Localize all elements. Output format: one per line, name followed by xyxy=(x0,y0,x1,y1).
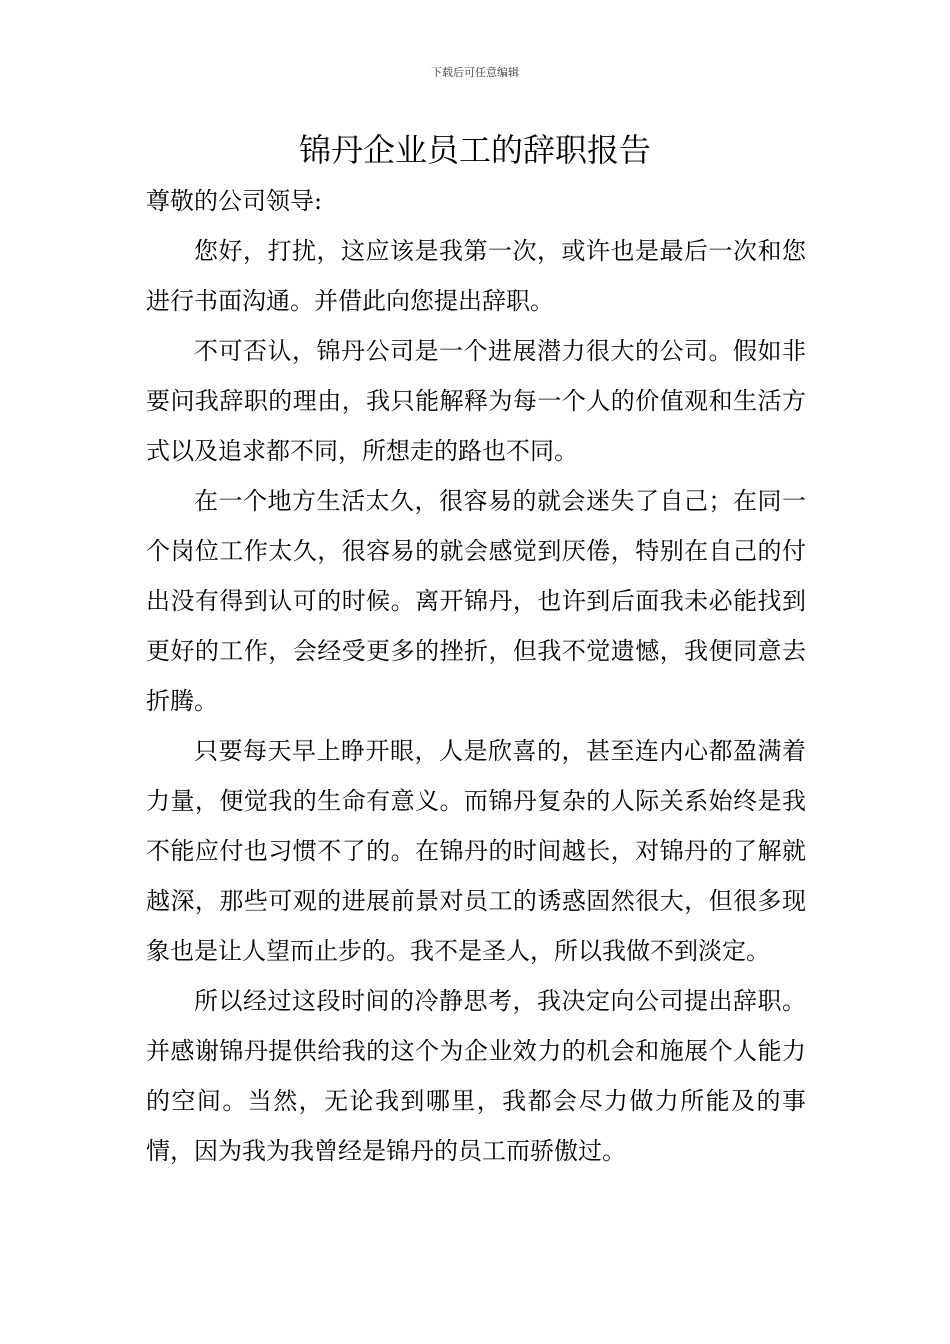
document-title: 锦丹企业员工的辞职报告 xyxy=(298,131,651,169)
document-body xyxy=(146,176,806,1176)
paragraph: 所以经过这段时间的冷静思考，我决定向公司提出辞职。并感谢锦丹提供给我的这个为企业效力的机会和施展个人能力的空间。当然，无论我到哪里，我都会尽力做力所能及的事情，因为我为我曾经是锦丹的员工而骄傲过。 xyxy=(146,987,806,1165)
paragraph: 您好，打扰，这应该是我第一次，或许也是最后一次和您进行书面沟通。并借此向您提出辞职。 xyxy=(146,237,806,315)
paragraph: 在一个地方生活太久，很容易的就会迷失了自己；在同一个岗位工作太久，很容易的就会感觉到厌倦，特别在自己的付出没有得到认可的时候。离开锦丹，也许到后面我未必能找到更好的工作，会经受更多的挫折，但我不觉遗憾，我便同意去折腾。 xyxy=(146,487,806,715)
header-note: 下载后可任意编辑 xyxy=(431,66,519,79)
paragraph: 不可否认，锦丹公司是一个进展潜力很大的公司。假如非要问我辞职的理由，我只能解释为每一个人的价值观和生活方式以及追求都不同，所想走的路也不同。 xyxy=(146,337,806,465)
salutation: 尊敬的公司领导: xyxy=(146,187,323,215)
paragraph: 只要每天早上睁开眼，人是欣喜的，甚至连内心都盈满着力量，便觉我的生命有意义。而锦丹复杂的人际关系始终是我不能应付也习惯不了的。在锦丹的时间越长，对锦丹的了解就越深，那些可观的进展前景对员工的诱惑固然很大，但很多现象也是让人望而止步的。我不是圣人，所以我做不到淡定。 xyxy=(146,737,806,965)
